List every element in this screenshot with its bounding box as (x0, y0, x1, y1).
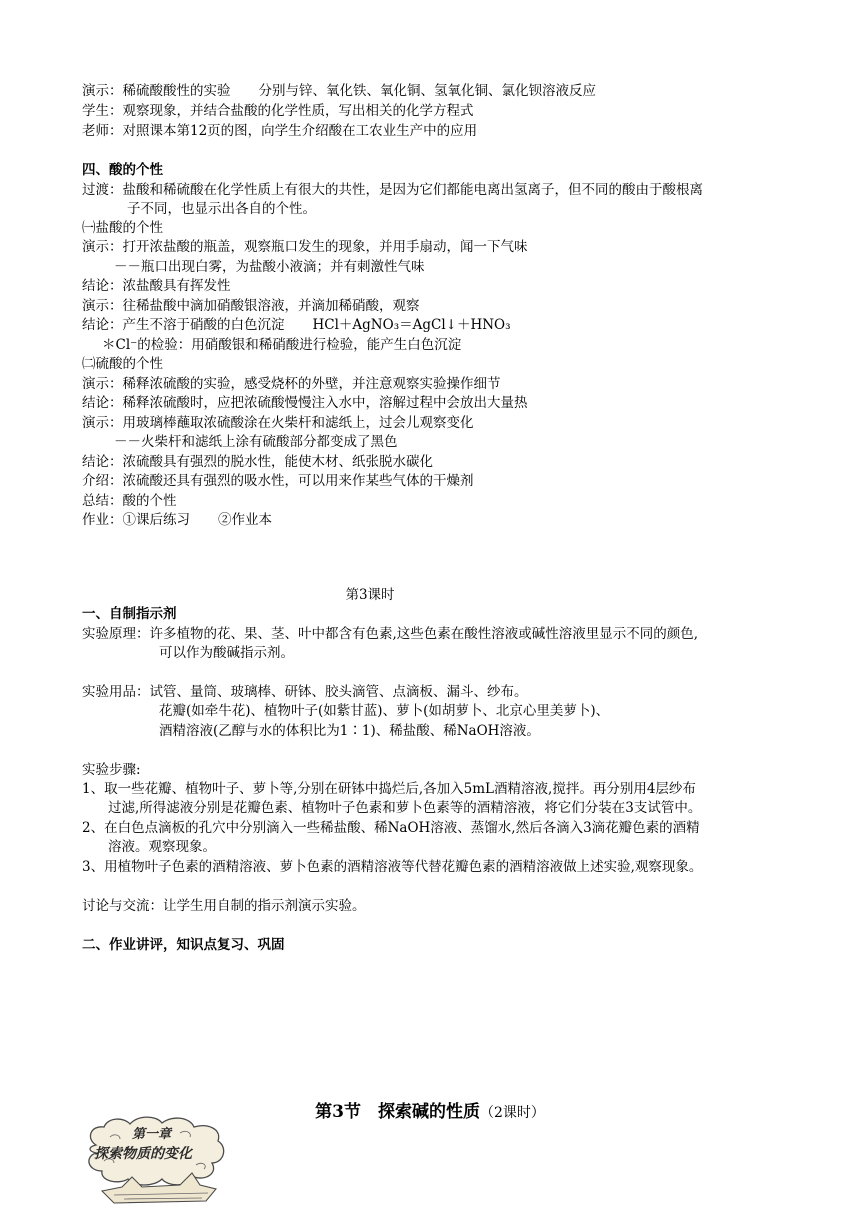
text-line: 学生：观察现象，并结合盐酸的化学性质，写出相关的化学方程式 (82, 103, 474, 119)
text-line: 酒精溶液(乙醇与水的体积比为1∶1)、稀盐酸、稀NaOH溶液。 (159, 723, 540, 739)
text-line: 讨论与交流：让学生用自制的指示剂演示实验。 (82, 898, 366, 914)
chemical-equation: HCl＋AgNO₃＝AgCl↓＋HNO₃ (312, 317, 511, 333)
text-line: 实验用品：试管、量筒、玻璃棒、研钵、胶头滴管、点滴板、漏斗、纱布。 (82, 684, 528, 700)
text-line: 结论：产生不溶于硝酸的白色沉淀 HCl＋AgNO₃＝AgCl↓＋HNO₃ (82, 317, 511, 333)
text-line: 过渡：盐酸和稀硫酸在化学性质上有很大的共性，是因为它们都能电离出氢离子，但不同的酸由于酸根离 (82, 182, 703, 198)
text-line: 花瓣(如牵牛花)、植物叶子(如紫甘蓝)、萝卜(如胡萝卜、北京心里美萝卜)、 (159, 703, 610, 719)
text-line: 子不同，也显示出各自的个性。 (127, 201, 316, 217)
chapter-stamp (84, 1115, 228, 1213)
text-line: －－瓶口出现白雾，为盐酸小液滴；并有刺激性气味 (114, 259, 425, 275)
text-line: 2、在白色点滴板的孔穴中分别滴入一些稀盐酸、稀NaOH溶液、蒸馏水,然后各滴入3滴花瓣色素的酒精 (82, 820, 700, 836)
text-line: 结论：浓硫酸具有强烈的脱水性，能使木材、纸张脱水碳化 (82, 454, 433, 470)
text-line: 溶液。观察现象。 (108, 839, 216, 855)
text-line: 总结：酸的个性 (82, 493, 177, 509)
text-line: 演示：打开浓盐酸的瓶盖，观察瓶口发生的现象，并用手扇动，闻一下气味 (82, 239, 528, 255)
text-line: 实验步骤: (82, 762, 141, 778)
text-line: 1、取一些花瓣、植物叶子、萝卜等,分别在研钵中捣烂后,各加入5mL酒精溶液,搅拌。再分别用4层纱布 (82, 781, 696, 797)
lesson-title: 第3课时 (345, 587, 395, 603)
text-line: 结论：浓盐酸具有挥发性 (82, 278, 231, 294)
text-line: 演示：往稀盐酸中滴加硝酸银溶液，并滴加稀硝酸，观察 (82, 298, 420, 314)
text-line: 结论：稀释浓硫酸时，应把浓硫酸慢慢注入水中，溶解过程中会放出大量热 (82, 395, 528, 411)
text-line: 可以作为酸碱指示剂。 (159, 645, 294, 661)
text-line: 演示：稀硫酸酸性的实验 分别与锌、氧化铁、氧化铜、氢氧化铜、氯化钡溶液反应 (82, 83, 596, 99)
text-line: ＊Cl⁻的检验：用硝酸银和稀硝酸进行检验，能产生白色沉淀 (102, 337, 462, 353)
section-heading: 二、作业讲评，知识点复习、巩固 (82, 937, 285, 953)
text-line: 作业：①课后练习 ②作业本 (82, 512, 272, 528)
subsection-heading: ㈡硫酸的个性 (82, 356, 163, 372)
section-heading: 一、自制指示剂 (82, 606, 177, 622)
text-line: 3、用植物叶子色素的酒精溶液、萝卜色素的酒精溶液等代替花瓣色素的酒精溶液做上述实验,观察现象。 (82, 859, 703, 875)
section-heading: 四、酸的个性 (82, 162, 163, 178)
text-line: 实验原理：许多植物的花、果、茎、叶中都含有色素,这些色素在酸性溶液或碱性溶液里显示不同的颜色, (82, 626, 699, 642)
text-line: －－火柴杆和滤纸上涂有硫酸部分都变成了黑色 (114, 434, 398, 450)
text-line: 介绍：浓硫酸还具有强烈的吸水性，可以用来作某些气体的干燥剂 (82, 473, 474, 489)
stamp-line-2: 探索物质的变化 (94, 1146, 192, 1162)
stamp-line-1: 第一章 (132, 1127, 172, 1142)
text-line: 演示：用玻璃棒蘸取浓硫酸涂在火柴杆和滤纸上，过会儿观察变化 (82, 415, 474, 431)
text-line: 过滤,所得滤液分别是花瓣色素、植物叶子色素和萝卜色素等的酒精溶液，将它们分装在3支试管中。 (108, 800, 702, 816)
subsection-heading: ㈠盐酸的个性 (82, 220, 163, 236)
text-line: 老师：对照课本第12页的图，向学生介绍酸在工农业生产中的应用 (82, 123, 478, 139)
section-title-note: （2课时） (479, 1105, 545, 1121)
section-title: 第3节 探索碱的性质（2课时） (315, 1102, 545, 1122)
text-line: 演示：稀释浓硫酸的实验，感受烧杯的外壁，并注意观察实验操作细节 (82, 376, 501, 392)
